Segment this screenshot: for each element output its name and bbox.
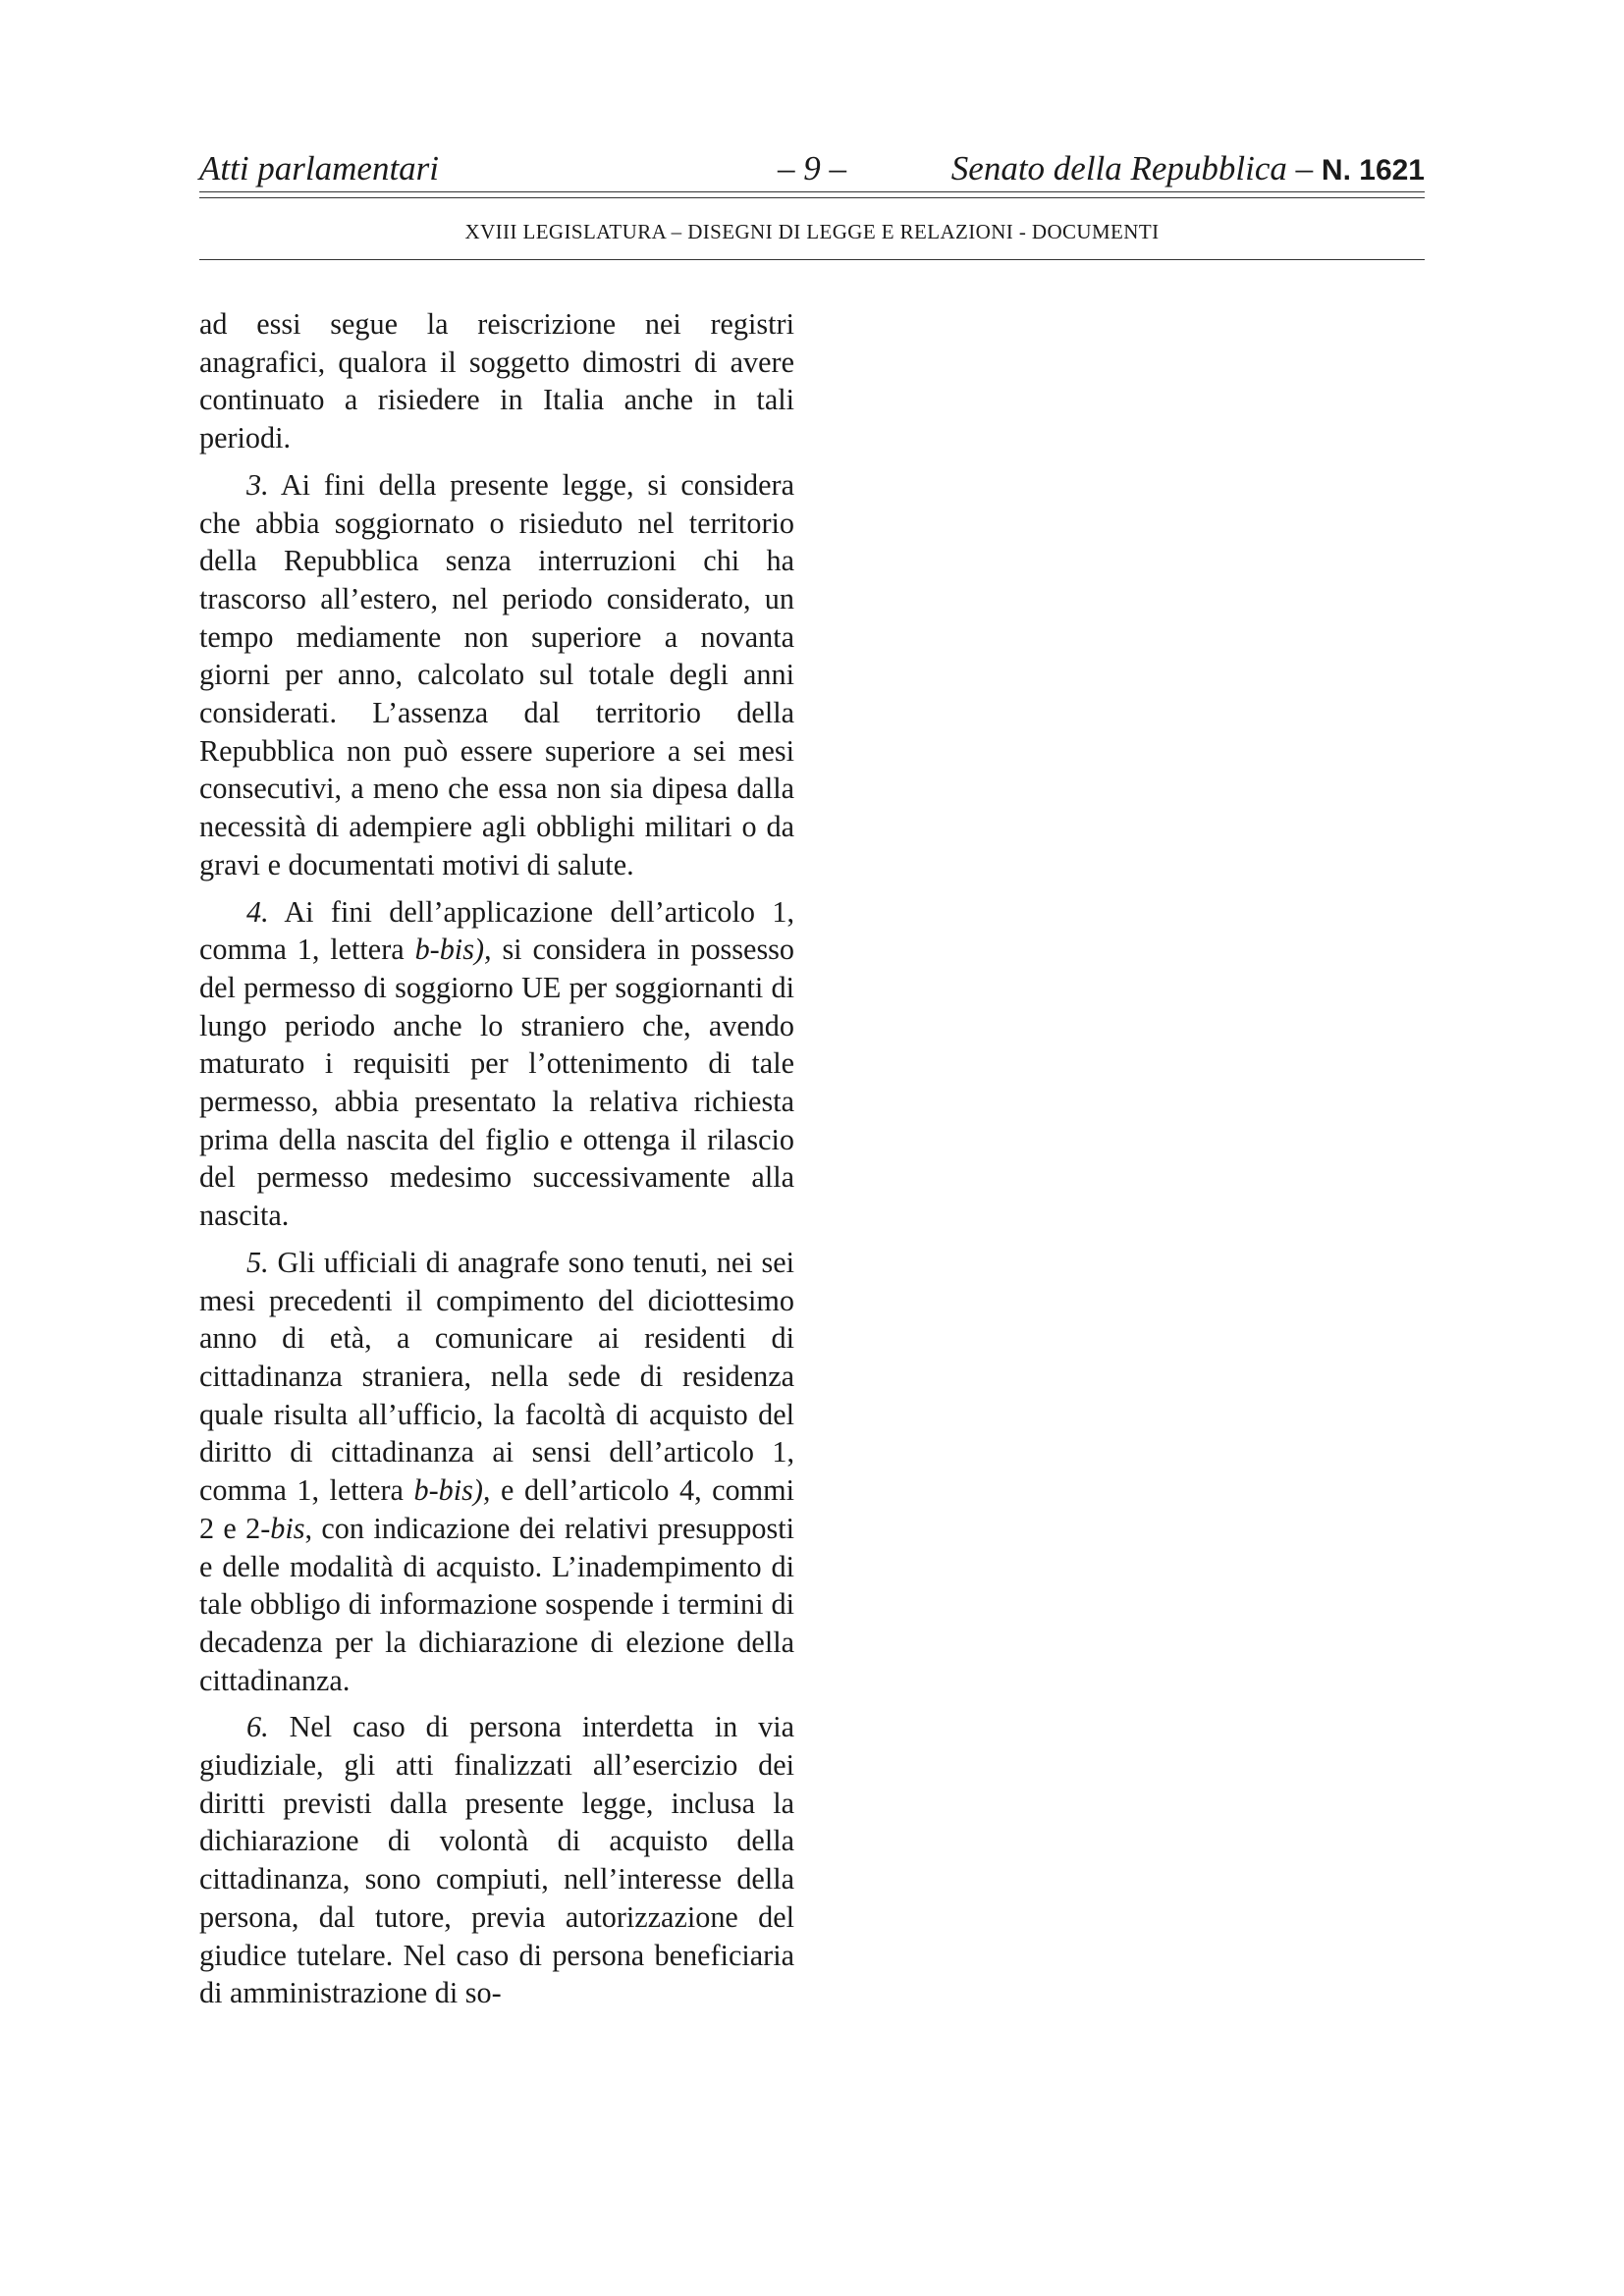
header-right-title	[951, 147, 1425, 192]
paragraph-number: 5.	[246, 1245, 269, 1279]
document-number: N. 1621	[1321, 154, 1425, 187]
page-header	[199, 147, 1425, 190]
paragraph-number: 3.	[246, 467, 269, 502]
paragraph-3: 3. Ai fini della presente legge, si considera che abbia soggiornato o risieduto nel territorio della Repubblica senza interruzioni chi ha trascorso all’estero, nel periodo considerato, un tempo mediamente non superiore a novanta giorni per anno, calcolato sul totale degli anni considerati. L’assenza dal territorio della Repubblica non può essere superiore a sei mesi consecutivi, a meno che essa non sia dipesa dalla necessità di adempiere agli obblighi militari o da gravi e documentati motivi di salute.	[199, 467, 794, 881]
header-rule-bottom	[199, 259, 1425, 260]
legislature-subtitle: XVIII LEGISLATURA – DISEGNI DI LEGGE E RELAZIONI - DOCUMENTI	[464, 220, 1160, 243]
paragraph-number: 4.	[246, 894, 269, 929]
paragraph-6: 6. Nel caso di persona interdetta in via giudiziale, gli atti finalizzati all’esercizio dei diritti previsti dalla presente legge, inclusa la dichiarazione di volontà di acquisto della cittadinanza, sono compiuti, nell’interesse della persona, dal tutore, previa autorizzazione del giudice tutelare. Nel caso di persona beneficiaria di amministrazione di so-	[199, 1710, 794, 2010]
paragraph-number: 6.	[246, 1710, 269, 1744]
text-column	[199, 305, 794, 2021]
page-number: – 9 –	[778, 149, 846, 187]
header-rule-top	[199, 191, 1425, 192]
paragraph-continuation: ad essi segue la reiscrizione nei registri anagrafici, qualora il soggetto dimostri di avere continuato a risiedere in Italia anche in tali periodi.	[199, 307, 794, 455]
header-left-title: Atti parlamentari	[199, 149, 440, 187]
header-rule-top-second	[199, 197, 1425, 198]
paragraph-4: 4. Ai fini dell’applicazione dell’articolo 1, comma 1, lettera b-bis), si considera in possesso del permesso di soggiorno UE per soggiornanti di lungo periodo anche lo straniero che, avendo maturato i requisiti per l’ottenimento di tale permesso, abbia presentato la relativa richiesta prima della nascita del figlio e ottenga il rilascio del permesso medesimo successivamente alla nascita.	[199, 894, 795, 1233]
senate-name: Senato della Repubblica –	[950, 149, 1314, 187]
paragraph-5: 5. Gli ufficiali di anagrafe sono tenuti, nei sei mesi precedenti il compimento del diciottesimo anno di età, a comunicare ai residenti di cittadinanza straniera, nella sede di residenza quale risulta all’ufficio, la facoltà di acquisto del diritto di cittadinanza ai sensi dell’articolo 1, comma 1, lettera b-bis), e dell’articolo 4, commi 2 e 2-bis, con indicazione dei relativi presupposti e delle modalità di acquisto. L’inadempimento di tale obbligo di informazione sospende i termini di decadenza per la dichiarazione di elezione della cittadinanza.	[199, 1245, 795, 1697]
